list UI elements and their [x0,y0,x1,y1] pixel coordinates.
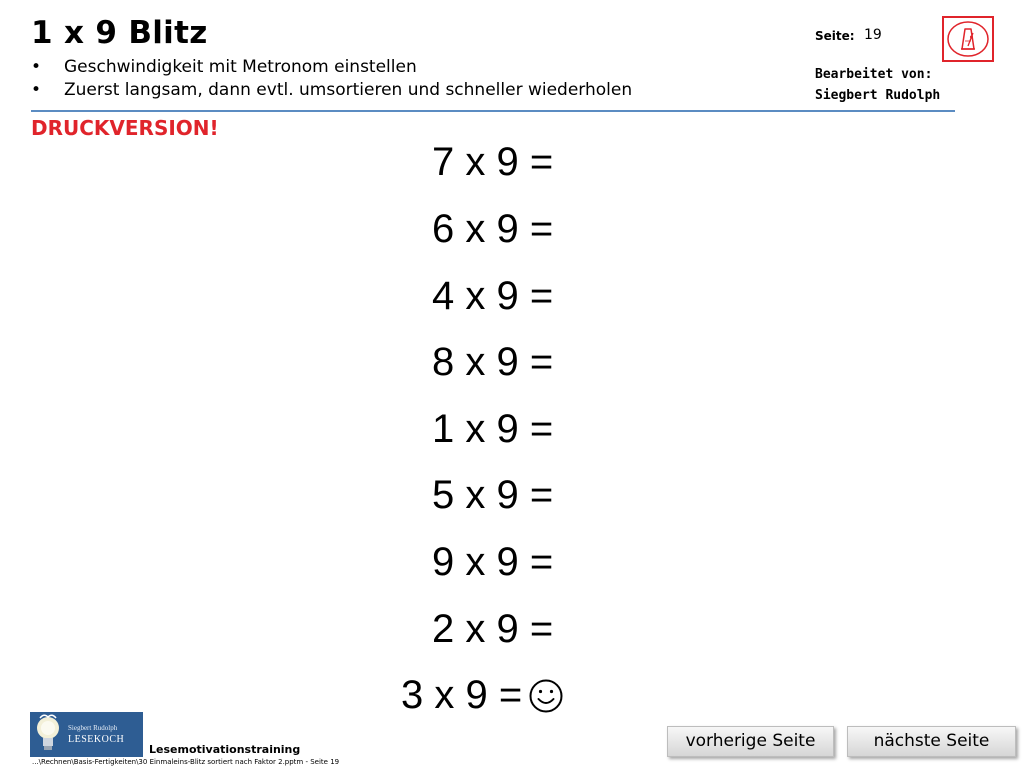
instruction-item: • Geschwindigkeit mit Metronom einstellen [31,56,632,79]
footer-title: Lesemotivationstraining [149,743,301,756]
lightbulb-icon [32,712,66,757]
problem-item: 5 x 9 = [432,473,554,517]
problem-item: 6 x 9 = [432,207,554,251]
problem-item: 2 x 9 = [432,607,554,651]
header-divider [31,110,955,112]
footer-file-path: ...\Rechnen\Basis-Fertigkeiten\30 Einmaleins-Blitz sortiert nach Faktor 2.pptm - Seite 19 [32,758,340,766]
metronome-icon [946,20,990,58]
previous-page-button[interactable]: vorherige Seite [667,726,834,757]
edited-by-label: Bearbeitet von: [815,67,933,82]
problem-item: 4 x 9 = [432,274,554,318]
logo-name-text: LESEKOCH [68,734,125,745]
smiley-icon [528,678,564,714]
instruction-item: • Zuerst langsam, dann evtl. umsortieren und schneller wiederholen [31,79,632,102]
metronome-button[interactable] [942,16,994,62]
page-title: 1 x 9 Blitz [31,15,208,51]
problem-item: 7 x 9 = [432,140,554,184]
print-version-label: DRUCKVERSION! [31,116,219,140]
logo-author-text: Siegbert Rudolph [68,724,118,732]
next-page-button[interactable]: nächste Seite [847,726,1016,757]
instruction-list [31,56,632,102]
problem-text: 3 x 9 = [401,673,523,717]
problem-item: 8 x 9 = [432,340,554,384]
editor-name: Siegbert Rudolph [815,88,941,103]
lesekoch-logo [30,712,143,757]
problem-item-last [401,673,564,718]
problem-item: 1 x 9 = [432,407,554,451]
page-label: Seite: [815,29,855,43]
page-number: 19 [864,27,882,43]
problem-item: 9 x 9 = [432,540,554,584]
